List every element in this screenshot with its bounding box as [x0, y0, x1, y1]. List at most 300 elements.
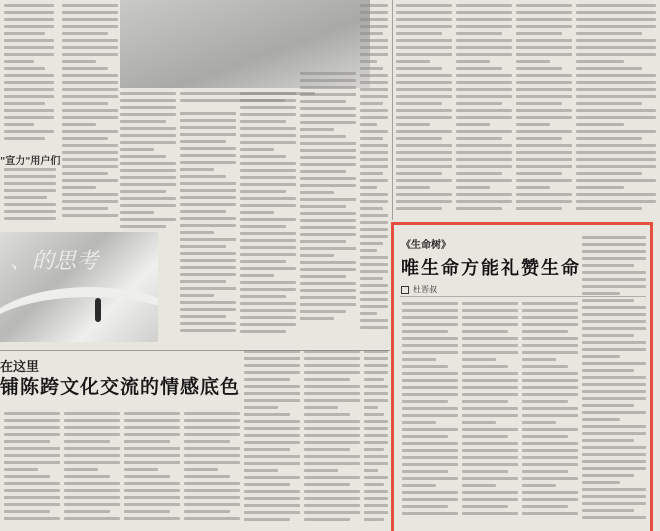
text-line: [364, 504, 388, 507]
text-line: [240, 183, 296, 186]
text-line: [582, 453, 646, 456]
text-line: [522, 323, 578, 326]
text-line: [4, 440, 50, 443]
text-line: [360, 116, 388, 119]
text-line: [360, 270, 388, 273]
text-line: [120, 155, 166, 158]
text-line: [576, 39, 656, 42]
text-line: [522, 435, 568, 438]
text-line: [300, 317, 334, 320]
section-stub-label: 在这里: [0, 360, 40, 375]
text-line: [396, 18, 452, 21]
text-line: [62, 39, 118, 42]
text-line: [300, 107, 356, 110]
text-line: [576, 109, 656, 112]
text-line: [62, 11, 118, 14]
text-line: [180, 280, 226, 283]
text-line: [120, 211, 154, 214]
text-line: [402, 407, 458, 410]
text-line: [4, 482, 60, 485]
text-line: [180, 329, 236, 332]
text-line: [582, 355, 620, 358]
text-line: [64, 447, 120, 450]
text-line: [582, 236, 646, 239]
text-line: [582, 383, 646, 386]
text-line: [62, 144, 118, 147]
text-column: [360, 4, 388, 339]
text-line: [120, 218, 176, 221]
text-line: [522, 372, 578, 375]
text-line: [396, 123, 430, 126]
text-line: [4, 203, 56, 206]
text-line: [516, 25, 572, 28]
text-line: [124, 454, 180, 457]
text-line: [396, 46, 452, 49]
text-line: [304, 434, 360, 437]
text-line: [120, 176, 176, 179]
text-line: [360, 291, 388, 294]
text-line: [402, 372, 458, 375]
text-line: [396, 39, 452, 42]
text-line: [576, 116, 656, 119]
text-line: [180, 182, 236, 185]
text-line: [402, 323, 458, 326]
text-line: [522, 428, 578, 431]
text-line: [462, 372, 518, 375]
text-line: [180, 287, 236, 290]
text-line: [456, 18, 512, 21]
text-line: [516, 144, 572, 147]
text-line: [240, 127, 296, 130]
text-line: [300, 212, 356, 215]
text-line: [64, 510, 110, 513]
text-line: [180, 119, 236, 122]
text-line: [4, 217, 56, 220]
text-line: [360, 221, 388, 224]
text-line: [62, 4, 118, 7]
text-line: [522, 351, 578, 354]
text-line: [120, 148, 154, 151]
text-line: [244, 378, 290, 381]
text-line: [180, 196, 236, 199]
text-line: [582, 313, 646, 316]
text-line: [120, 99, 176, 102]
text-line: [62, 81, 118, 84]
feature-text-column: [522, 302, 578, 524]
text-line: [360, 277, 383, 280]
text-line: [396, 130, 452, 133]
text-line: [364, 427, 388, 430]
text-line: [396, 137, 442, 140]
text-line: [244, 399, 300, 402]
text-line: [522, 512, 578, 515]
text-line: [240, 120, 286, 123]
text-line: [120, 183, 176, 186]
text-line: [304, 518, 350, 521]
text-line: [184, 412, 240, 415]
text-line: [360, 228, 388, 231]
text-lines: [522, 302, 578, 515]
text-line: [364, 469, 378, 472]
text-line: [240, 204, 296, 207]
text-line: [304, 364, 360, 367]
article-headline: 铺陈跨文化交流的情感底色: [0, 376, 241, 398]
text-line: [62, 165, 118, 168]
text-line: [240, 176, 296, 179]
text-line: [244, 371, 300, 374]
text-line: [300, 198, 356, 201]
text-line: [300, 142, 356, 145]
text-column: [240, 92, 296, 337]
text-line: [240, 148, 274, 151]
text-line: [120, 204, 176, 207]
text-line: [456, 109, 512, 112]
text-line: [304, 490, 360, 493]
text-line: [456, 67, 502, 70]
text-line: [516, 67, 562, 70]
text-line: [576, 179, 656, 182]
text-line: [576, 123, 624, 126]
text-line: [300, 289, 356, 292]
text-line: [180, 133, 236, 136]
text-line: [184, 503, 240, 506]
text-line: [516, 32, 562, 35]
text-line: [4, 109, 54, 112]
text-column: [576, 4, 656, 214]
text-line: [360, 179, 388, 182]
text-lines: [402, 302, 458, 515]
text-line: [184, 419, 240, 422]
text-line: [576, 186, 624, 189]
text-line: [124, 412, 180, 415]
text-line: [124, 489, 180, 492]
text-line: [360, 130, 388, 133]
text-line: [462, 407, 518, 410]
text-line: [304, 455, 360, 458]
text-line: [582, 481, 620, 484]
text-line: [582, 516, 646, 519]
text-line: [240, 323, 296, 326]
text-line: [516, 116, 572, 119]
text-line: [300, 191, 334, 194]
text-line: [4, 182, 56, 185]
text-line: [462, 400, 508, 403]
text-line: [300, 149, 356, 152]
text-line: [4, 102, 45, 105]
text-lines: [396, 4, 452, 210]
text-line: [582, 327, 646, 330]
text-line: [184, 426, 240, 429]
text-line: [364, 378, 384, 381]
text-line: [180, 161, 236, 164]
text-line: [300, 240, 346, 243]
text-line: [402, 309, 458, 312]
text-line: [304, 441, 360, 444]
text-line: [360, 39, 388, 42]
text-line: [244, 483, 290, 486]
text-line: [360, 284, 388, 287]
text-line: [456, 60, 490, 63]
text-line: [462, 358, 496, 361]
text-line: [304, 462, 360, 465]
text-line: [244, 476, 300, 479]
text-column: [64, 412, 120, 527]
text-lines: [456, 4, 512, 210]
text-line: [244, 385, 300, 388]
text-line: [364, 392, 388, 395]
text-line: [364, 357, 388, 360]
text-line: [180, 308, 236, 311]
text-line: [516, 193, 572, 196]
text-column: [124, 412, 180, 527]
text-line: [402, 512, 458, 515]
text-line: [360, 46, 388, 49]
text-line: [360, 242, 383, 245]
text-line: [582, 467, 646, 470]
text-line: [576, 151, 656, 154]
text-line: [402, 337, 458, 340]
text-line: [522, 386, 578, 389]
text-line: [462, 449, 518, 452]
text-line: [462, 386, 518, 389]
text-line: [4, 116, 54, 119]
text-line: [396, 186, 430, 189]
text-line: [462, 309, 518, 312]
text-line: [240, 281, 296, 284]
text-line: [300, 156, 356, 159]
text-line: [124, 517, 180, 520]
text-line: [300, 261, 356, 264]
text-line: [364, 462, 388, 465]
text-line: [244, 350, 300, 353]
text-line: [4, 130, 54, 133]
text-line: [62, 53, 118, 56]
text-line: [462, 421, 496, 424]
text-line: [522, 491, 578, 494]
text-line: [582, 439, 634, 442]
text-line: [62, 158, 118, 161]
text-line: [456, 4, 512, 7]
text-line: [300, 177, 356, 180]
text-line: [462, 337, 518, 340]
text-line: [402, 456, 458, 459]
text-line: [462, 470, 508, 473]
text-line: [516, 137, 562, 140]
photo-banner-decoration: [200, 18, 350, 38]
text-line: [364, 490, 388, 493]
text-line: [180, 238, 236, 241]
text-line: [576, 158, 656, 161]
text-line: [240, 225, 286, 228]
text-line: [64, 517, 120, 520]
text-line: [120, 106, 176, 109]
text-line: [522, 498, 578, 501]
text-line: [360, 53, 388, 56]
text-line: [364, 483, 384, 486]
text-line: [522, 414, 578, 417]
text-line: [456, 158, 512, 161]
text-line: [582, 362, 646, 365]
text-lines: [4, 168, 56, 220]
text-line: [304, 350, 360, 353]
text-line: [184, 517, 240, 520]
text-line: [462, 477, 518, 480]
text-line: [360, 305, 388, 308]
text-lines: [184, 412, 240, 520]
text-line: [4, 46, 54, 49]
text-line: [180, 259, 236, 262]
text-line: [4, 81, 54, 84]
text-line: [240, 211, 274, 214]
text-line: [402, 442, 458, 445]
text-line: [364, 385, 388, 388]
text-line: [402, 470, 448, 473]
text-line: [180, 315, 226, 318]
text-line: [582, 502, 646, 505]
text-line: [240, 295, 286, 298]
text-line: [300, 100, 346, 103]
text-line: [62, 95, 118, 98]
text-line: [4, 168, 56, 171]
text-line: [402, 449, 458, 452]
text-line: [240, 260, 286, 263]
text-line: [64, 489, 120, 492]
text-line: [4, 39, 54, 42]
text-line: [4, 461, 60, 464]
text-line: [582, 299, 634, 302]
text-line: [62, 67, 108, 70]
text-line: [304, 483, 350, 486]
text-lines: [4, 4, 54, 140]
text-line: [456, 130, 512, 133]
text-line: [120, 120, 166, 123]
text-line: [360, 88, 388, 91]
text-line: [64, 440, 110, 443]
text-line: [244, 455, 300, 458]
text-line: [4, 32, 45, 35]
text-line: [300, 205, 346, 208]
text-line: [522, 337, 578, 340]
text-line: [360, 95, 388, 98]
text-line: [456, 193, 512, 196]
text-line: [244, 357, 300, 360]
text-line: [462, 316, 518, 319]
text-line: [180, 203, 236, 206]
text-line: [462, 498, 518, 501]
photo-script-text: 、的思考: [10, 249, 99, 274]
text-line: [300, 114, 356, 117]
text-line: [396, 144, 452, 147]
text-line: [62, 151, 118, 154]
text-line: [120, 162, 176, 165]
text-line: [364, 434, 388, 437]
text-line: [396, 207, 442, 210]
text-line: [300, 226, 356, 229]
text-line: [244, 420, 300, 423]
text-line: [360, 74, 388, 77]
text-line: [456, 74, 512, 77]
text-line: [396, 60, 430, 63]
text-lines: [240, 92, 296, 333]
text-line: [240, 197, 296, 200]
text-line: [396, 109, 452, 112]
text-line: [240, 309, 296, 312]
text-line: [582, 264, 634, 267]
text-line: [576, 130, 656, 133]
text-line: [360, 172, 383, 175]
text-line: [64, 426, 120, 429]
text-line: [240, 239, 296, 242]
text-line: [180, 245, 226, 248]
text-line: [516, 81, 572, 84]
text-line: [62, 214, 118, 217]
text-column: [244, 350, 300, 528]
text-line: [364, 441, 388, 444]
text-line: [300, 268, 356, 271]
text-line: [396, 4, 452, 7]
text-line: [360, 18, 388, 21]
text-lines: [64, 412, 120, 520]
text-column: [456, 4, 512, 214]
text-line: [522, 393, 578, 396]
text-line: [576, 200, 656, 203]
text-line: [364, 511, 388, 514]
text-line: [456, 172, 502, 175]
text-line: [516, 11, 572, 14]
text-line: [576, 95, 656, 98]
text-line: [124, 482, 180, 485]
text-line: [184, 482, 240, 485]
text-line: [180, 175, 226, 178]
text-line: [402, 386, 458, 389]
text-line: [582, 243, 646, 246]
text-line: [360, 319, 388, 322]
text-line: [304, 406, 338, 409]
text-line: [300, 247, 356, 250]
text-line: [304, 413, 350, 416]
text-line: [364, 406, 378, 409]
text-line: [576, 11, 656, 14]
text-line: [4, 11, 54, 14]
text-line: [240, 267, 296, 270]
text-line: [304, 497, 360, 500]
text-line: [304, 357, 360, 360]
text-line: [124, 475, 170, 478]
text-line: [184, 489, 240, 492]
text-line: [64, 468, 98, 471]
text-lines: [360, 4, 388, 329]
text-line: [304, 469, 338, 472]
text-line: [300, 86, 356, 89]
text-line: [360, 144, 388, 147]
text-line: [124, 510, 170, 513]
text-line: [304, 448, 350, 451]
text-line: [124, 447, 180, 450]
text-line: [180, 252, 236, 255]
text-line: [396, 193, 452, 196]
text-line: [516, 165, 572, 168]
text-line: [364, 371, 388, 374]
text-lines: [180, 112, 236, 332]
text-line: [402, 428, 458, 431]
text-line: [462, 344, 518, 347]
text-line: [124, 426, 180, 429]
text-line: [402, 344, 458, 347]
text-line: [516, 158, 572, 161]
text-line: [184, 496, 240, 499]
text-line: [62, 207, 108, 210]
text-column: [4, 4, 54, 144]
